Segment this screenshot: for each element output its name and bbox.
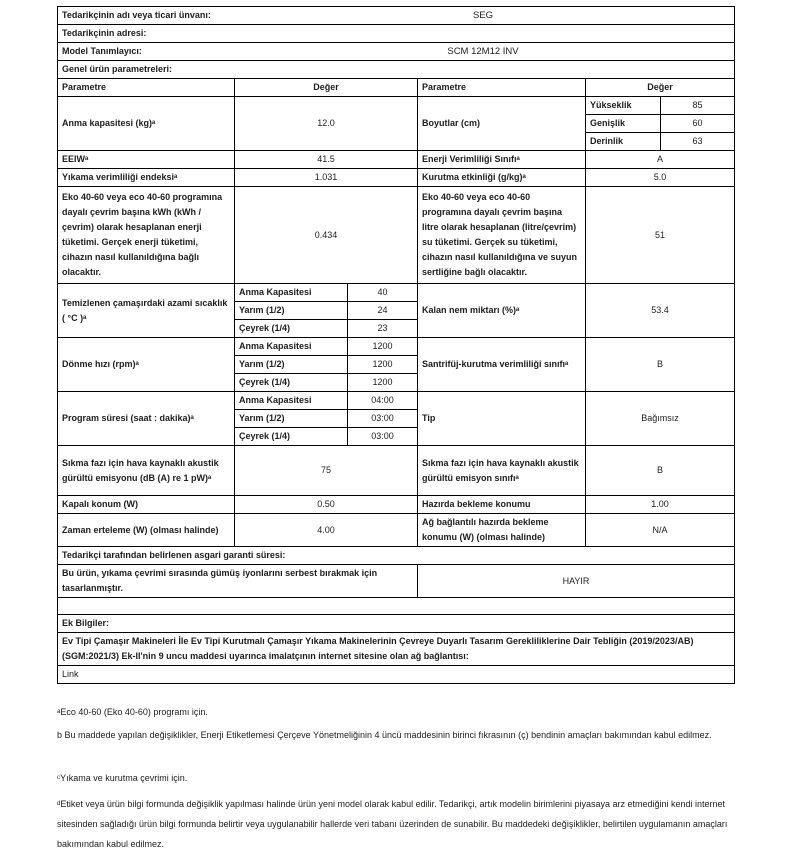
footnote-a: ᵃEco 40-60 (Eko 40-60) programı için. bbox=[57, 707, 208, 717]
section-title: Genel ürün parametreleri: bbox=[58, 61, 735, 79]
param-label-eko-su: Eko 40-60 veya eco 40-60 programına dayalı çevrim başına litre olarak hesaplanan (litre/çevrim) su tüketimi. Gerçek su tüketimi, cihazın nasıl kullanıldığına ve suyun sertliğine bağlı olacaktır. bbox=[418, 187, 586, 284]
silver-ion-label: Bu ürün, yıkama çevrimi sırasında gümüş iyonlarını serbest bırakmak için tasarlanmıştır. bbox=[58, 565, 418, 598]
param-value-enerji-sinifi: A bbox=[586, 151, 735, 169]
param-value-kapali-konum: 0.50 bbox=[235, 496, 418, 514]
param-value-zaman-erteleme: 4.00 bbox=[235, 514, 418, 547]
param-value-tip: Bağımsız bbox=[586, 392, 735, 446]
sub-value-donme-ceyrek: 1200 bbox=[348, 374, 418, 392]
supplier-address-row bbox=[58, 25, 735, 43]
sub-value-program-yarim: 03:00 bbox=[348, 410, 418, 428]
sub-label-sicaklik-ceyrek: Çeyrek (1/4) bbox=[235, 320, 348, 338]
param-value-eko-su: 51 bbox=[586, 187, 735, 284]
param-label-eeiw: EEIWᵃ bbox=[58, 151, 235, 169]
supplier-address-label: Tedarikçinin adresi: bbox=[62, 28, 147, 38]
supplier-name-row bbox=[58, 7, 735, 25]
param-label-enerji-sinifi: Enerji Verimliliği Sınıfıᵃ bbox=[418, 151, 586, 169]
header-value-right: Değer bbox=[586, 79, 735, 97]
param-label-kalan-nem: Kalan nem miktarı (%)ᵃ bbox=[418, 284, 586, 338]
sub-value-sicaklik-ceyrek: 23 bbox=[348, 320, 418, 338]
sub-value-donme-anma: 1200 bbox=[348, 338, 418, 356]
header-param-left: Parametre bbox=[58, 79, 235, 97]
param-value-ag-baglantili: N/A bbox=[586, 514, 735, 547]
param-value-santrifuj-sinifi: B bbox=[586, 338, 735, 392]
param-label-yikama-endeksi: Yıkama verimliliği endeksiᵃ bbox=[58, 169, 235, 187]
additional-info-header: Ek Bilgiler: bbox=[58, 615, 735, 633]
param-label-anma-kapasitesi: Anma kapasitesi (kg)ᵃ bbox=[58, 97, 235, 151]
empty-row bbox=[58, 598, 735, 615]
manufacturer-website-link[interactable]: Link bbox=[58, 666, 735, 684]
warranty-row: Tedarikçi tarafından belirlenen asgari garanti süresi: bbox=[58, 547, 735, 565]
param-value-anma-kapasitesi: 12.0 bbox=[235, 97, 418, 151]
sub-value-derinlik: 63 bbox=[661, 133, 735, 151]
param-label-sikma-sinif: Sıkma fazı için hava kaynaklı akustik gürültü emisyon sınıfıᵃ bbox=[418, 446, 586, 496]
model-label: Model Tanımlayıcı: bbox=[62, 46, 142, 56]
sub-label-program-ceyrek: Çeyrek (1/4) bbox=[235, 428, 348, 446]
param-label-santrifuj-sinifi: Santrifüj-kurutma verimliliği sınıfıᵃ bbox=[418, 338, 586, 392]
silver-ion-value: HAYIR bbox=[418, 565, 735, 598]
param-label-donme-hizi: Dönme hızı (rpm)ᵃ bbox=[58, 338, 235, 392]
sub-label-donme-yarim: Yarım (1/2) bbox=[235, 356, 348, 374]
sub-value-sicaklik-anma: 40 bbox=[348, 284, 418, 302]
param-label-kapali-konum: Kapalı konum (W) bbox=[58, 496, 235, 514]
param-value-kalan-nem: 53.4 bbox=[586, 284, 735, 338]
param-label-kurutma-etkinligi: Kurutma etkinliği (g/kg)ᵃ bbox=[418, 169, 586, 187]
supplier-name-value: SEG bbox=[472, 10, 494, 21]
header-value-left: Değer bbox=[235, 79, 418, 97]
param-label-zaman-erteleme: Zaman erteleme (W) (olması halinde) bbox=[58, 514, 235, 547]
footnote-d: ᵈEtiket veya ürün bilgi formunda değişiklik yapılması halinde ürün yeni model olarak kabul edilir. Tedarikçi, artık modelin birimlerini piyasaya arz etmediğini kendi internet sitesinden sağladığı ürün bilgi formunda belirtir veya uygulanabilir hallerde veri tabanı üzerinden de sunabilir. Bu maddedeki değişiklikler, belirtilen uygulamanın amaçları bakımından kabul edilmez. bbox=[57, 799, 728, 849]
sub-value-donme-yarim: 1200 bbox=[348, 356, 418, 374]
sub-value-genislik: 60 bbox=[661, 115, 735, 133]
param-value-sikma-emisyon: 75 bbox=[235, 446, 418, 496]
sub-label-derinlik: Derinlik bbox=[586, 133, 661, 151]
sub-value-program-anma: 04:00 bbox=[348, 392, 418, 410]
param-value-kurutma-etkinligi: 5.0 bbox=[586, 169, 735, 187]
param-label-sikma-emisyon: Sıkma fazı için hava kaynaklı akustik gürültü emisyonu (dB (A) re 1 pW)ᵃ bbox=[58, 446, 235, 496]
param-label-eko-enerji: Eko 40-60 veya eco 40-60 programına dayalı çevrim başına kWh (kWh / çevrim) olarak hesaplanan enerji tüketimi. Gerçek enerji tüketimi, cihazın nasıl kullanıldığına bağlı olacaktır. bbox=[58, 187, 235, 284]
param-value-hazirda-bekleme: 1.00 bbox=[586, 496, 735, 514]
param-label-azami-sicaklik: Temizlenen çamaşırdaki azami sıcaklık ( °C )ᵃ bbox=[58, 284, 235, 338]
param-value-eeiw: 41.5 bbox=[235, 151, 418, 169]
footnote-c: ᶜYıkama ve kurutma çevrimi için. bbox=[57, 773, 188, 783]
param-label-tip: Tip bbox=[418, 392, 586, 446]
footnote-b: b Bu maddede yapılan değişiklikler, Enerji Etiketlemesi Çerçeve Yönetmeliğinin 4 üncü maddesinin birinci fıkrasının (ç) bendinin amaçları bakımından kabul edilmez. bbox=[57, 730, 712, 740]
header-param-right: Parametre bbox=[418, 79, 586, 97]
regulation-text: Ev Tipi Çamaşır Makineleri İle Ev Tipi Kurutmalı Çamaşır Yıkama Makinelerinin Çevreye Duyarlı Tasarım Gerekliliklerine Dair Tebliğin (2019/2023/AB)(SGM:2021/3) Ek-II'nin 9 uncu maddesi uyarınca imalatçının internet sitesine olan ağ bağlantısı: bbox=[58, 633, 735, 666]
supplier-name-label: Tedarikçinin adı veya ticari ünvanı: bbox=[62, 10, 211, 20]
model-row bbox=[58, 43, 735, 61]
sub-label-donme-anma: Anma Kapasitesi bbox=[235, 338, 348, 356]
param-label-ag-baglantili: Ağ bağlantılı hazırda bekleme konumu (W) (olması halinde) bbox=[418, 514, 586, 547]
sub-label-sicaklik-yarim: Yarım (1/2) bbox=[235, 302, 348, 320]
param-value-eko-enerji: 0.434 bbox=[235, 187, 418, 284]
sub-label-yukseklik: Yükseklik bbox=[586, 97, 661, 115]
param-label-hazirda-bekleme: Hazırda bekleme konumu bbox=[418, 496, 586, 514]
param-value-yikama-endeksi: 1.031 bbox=[235, 169, 418, 187]
sub-label-sicaklik-anma: Anma Kapasitesi bbox=[235, 284, 348, 302]
sub-label-genislik: Genişlik bbox=[586, 115, 661, 133]
product-info-table bbox=[57, 6, 735, 684]
param-value-sikma-sinif: B bbox=[586, 446, 735, 496]
sub-value-yukseklik: 85 bbox=[661, 97, 735, 115]
model-value: SCM 12M12 INV bbox=[447, 46, 519, 57]
param-label-program-suresi: Program süresi (saat : dakika)ᵃ bbox=[58, 392, 235, 446]
sub-value-sicaklik-yarim: 24 bbox=[348, 302, 418, 320]
sub-value-program-ceyrek: 03:00 bbox=[348, 428, 418, 446]
sub-label-program-yarim: Yarım (1/2) bbox=[235, 410, 348, 428]
sub-label-program-anma: Anma Kapasitesi bbox=[235, 392, 348, 410]
sub-label-donme-ceyrek: Çeyrek (1/4) bbox=[235, 374, 348, 392]
footnotes bbox=[57, 706, 765, 854]
param-label-boyutlar: Boyutlar (cm) bbox=[418, 97, 586, 151]
